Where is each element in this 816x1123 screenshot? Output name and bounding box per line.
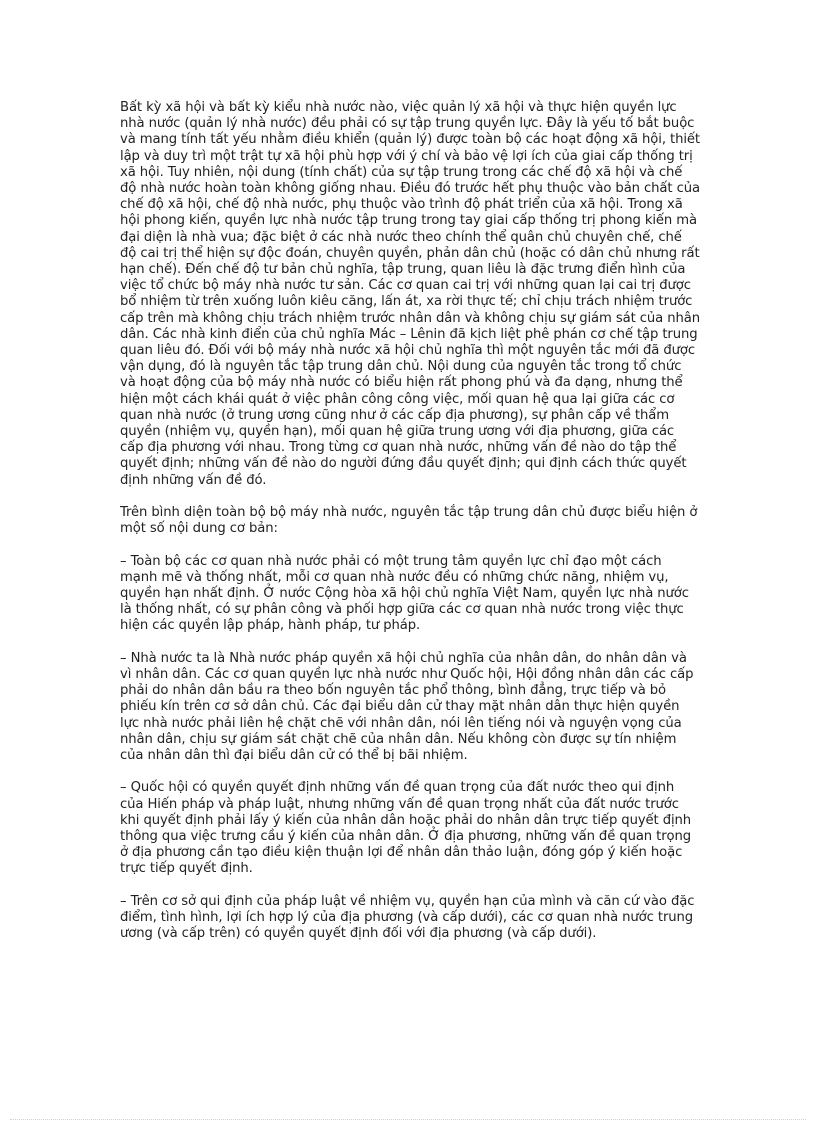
paragraph-point-3: – Quốc hội có quyền quyết định những vấn đề quan trọng của đất nước theo qui định của Hiến pháp và pháp luật, nhưng những vấn đề quan trọng nhất của đất nước trước khi quyết định phải lấy ý kiến của nhân dân hoặc phải do nhân dân trực tiếp quyết định thông qua việc trưng cầu ý kiến của nhân dân. Ở địa phương, những vấn đề quan trọng ở địa phương cần tạo điều kiện thuận lợi để nhân dân thảo luận, đóng góp ý kiến hoặc trực tiếp quyết định.	[120, 780, 692, 877]
document-body	[120, 100, 700, 959]
paragraph-point-2: – Nhà nước ta là Nhà nước pháp quyền xã hội chủ nghĩa của nhân dân, do nhân dân và vì nhân dân. Các cơ quan quyền lực nhà nước như Quốc hội, Hội đồng nhân dân các cấp phải do nhân dân bầu ra theo bốn nguyên tắc phổ thông, bình đẳng, trực tiếp và bỏ phiếu kín trên cơ sở dân chủ. Các đại biểu dân cử thay mặt nhân dân thực hiện quyền lực nhà nước phải liên hệ chặt chẽ với nhân dân, nói lên tiếng nói và nguyện vọng của nhân dân, chịu sự giám sát chặt chẽ của nhân dân. Nếu không còn được sự tín nhiệm của nhân dân thì đại biểu dân cử có thể bị bãi nhiệm.	[120, 650, 694, 764]
paragraph-point-4: – Trên cơ sở qui định của pháp luật về nhiệm vụ, quyền hạn của mình và căn cứ vào đặc điểm, tình hình, lợi ích hợp lý của địa phương (và cấp dưới), các cơ quan nhà nước trung ương (và cấp trên) có quyền quyết định đối với địa phương (và cấp dưới).	[120, 893, 695, 942]
paragraph-summary: Trên bình diện toàn bộ bộ máy nhà nước, nguyên tắc tập trung dân chủ được biểu hiện ở một số nội dung cơ bản:	[120, 505, 698, 537]
paragraph-point-1: – Toàn bộ các cơ quan nhà nước phải có một trung tâm quyền lực chỉ đạo một cách mạnh mẽ và thống nhất, mỗi cơ quan nhà nước đều có những chức năng, nhiệm vụ, quyền hạn nhất định. Ở nước Cộng hòa xã hội chủ nghĩa Việt Nam, quyền lực nhà nước là thống nhất, có sự phân công và phối hợp giữa các cơ quan nhà nước trong việc thực hiện các quyền lập pháp, hành pháp, tư pháp.	[120, 553, 689, 634]
paragraph-intro: Bất kỳ xã hội và bất kỳ kiểu nhà nước nào, việc quản lý xã hội và thực hiện quyền lực nhà nước (quản lý nhà nước) đều phải có sự tập trung quyền lực. Đây là yếu tố bắt buộc và mang tính tất yếu nhằm điều khiển (quản lý) được toàn bộ các hoạt động xã hội, thiết lập và duy trì một trật tự xã hội phù hợp với ý chí và bảo vệ lợi ích của giai cấp thống trị xã hội. Tuy nhiên, nội dung (tính chất) của sự tập trung trong các chế độ xã hội và chế độ nhà nước hoàn toàn không giống nhau. Điều đó trước hết phụ thuộc vào bản chất của chế độ xã hội, chế độ nhà nước, phụ thuộc vào trình độ phát triển của xã hội. Trong xã hội phong kiến, quyền lực nhà nước tập trung trong tay giai cấp thống trị phong kiến mà đại diện là nhà vua; đặc biệt ở các nhà nước theo chính thể quân chủ chuyên chế, chế độ cai trị thể hiện sự độc đoán, chuyên quyền, phản dân chủ (hoặc có dân chủ nhưng rất hạn chế). Đến chế độ tư bản chủ nghĩa, tập trung, quan liêu là đặc trưng điển hình của việc tổ chức bộ máy nhà nước tư sản. Các cơ quan cai trị với những quan lại cai trị được bổ nhiệm từ trên xuống luôn kiêu căng, lấn át, xa rời thực tế; chỉ chịu trách nhiệm trước cấp trên mà không chịu trách nhiệm trước nhân dân và không chịu sự giám sát của nhân dân. Các nhà kinh điển của chủ nghĩa Mác – Lênin đã kịch liệt phê phán cơ chế tập trung quan liêu đó. Đối với bộ máy nhà nước xã hội chủ nghĩa thì một nguyên tắc mới đã được vận dụng, đó là nguyên tắc tập trung dân chủ. Nội dung của nguyên tắc trong tổ chức và hoạt động của bộ máy nhà nước có biểu hiện rất phong phú và đa dạng, nhưng thể hiện một cách khái quát ở việc phân công công việc, mối quan hệ qua lại giữa các cơ quan nhà nước (ở trung ương cũng như ở các cấp địa phương), sự phân cấp về thẩm quyền (nhiệm vụ, quyền hạn), mối quan hệ giữa trung ương với địa phương, giữa các cấp địa phương với nhau. Trong từng cơ quan nhà nước, những vấn đề nào do tập thể quyết định; những vấn đề nào do người đứng đầu quyết định; qui định cách thức quyết định những vấn đề đó.	[120, 100, 701, 488]
page-bottom-divider	[10, 1119, 806, 1120]
